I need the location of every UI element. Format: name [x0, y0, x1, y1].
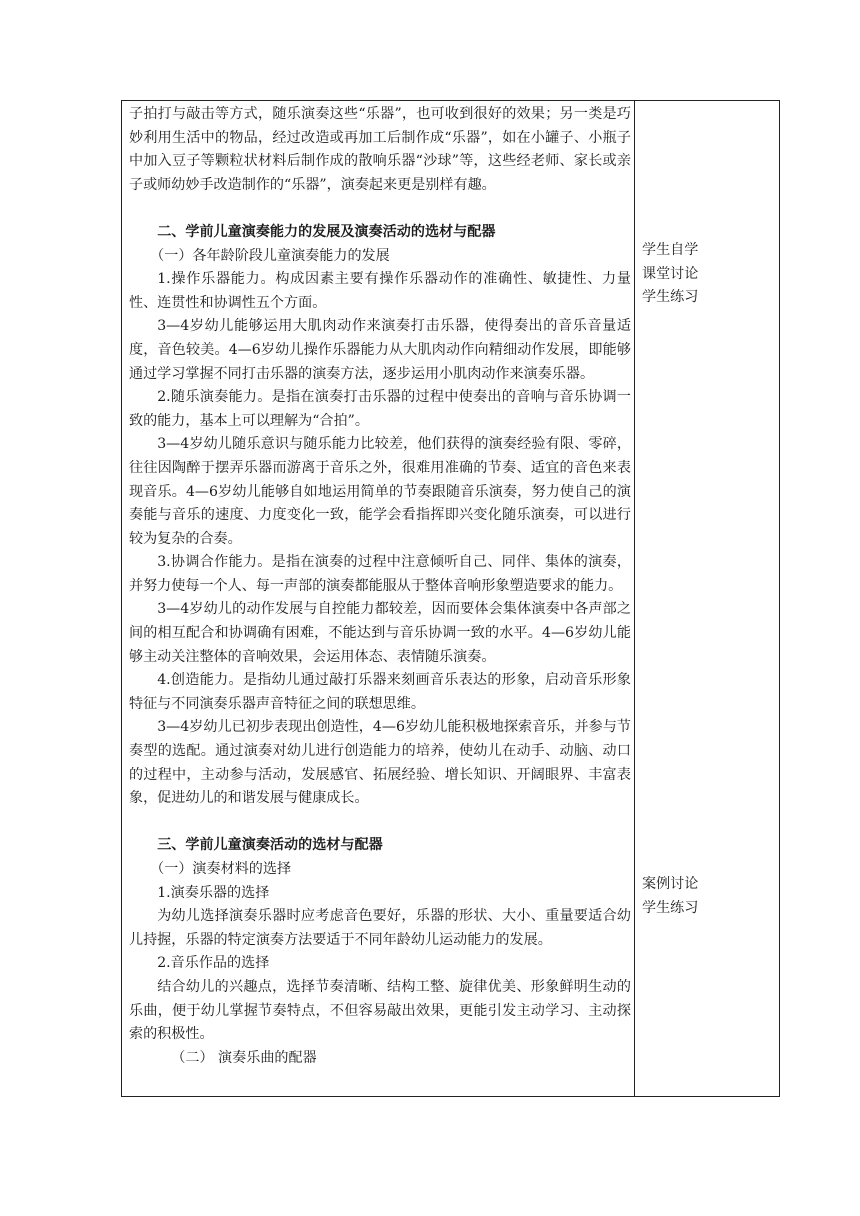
side-note: 学生自学	[642, 242, 699, 258]
lesson-table	[121, 100, 780, 1097]
section-3-title: 三、学前儿童演奏活动的选材与配器	[157, 837, 383, 854]
paragraph-music-choice: 结合幼儿的兴趣点，选择节奏清晰、结构工整、旋律优美、形象鲜明生动的乐曲，便于幼儿掌握节奏特点，不但容易敲出效果，更能引发主动学习、主动探索的积极性。	[129, 978, 631, 1043]
column-divider	[634, 101, 635, 1096]
paragraph-cooperate-age: 3—4岁幼儿的动作发展与自控能力都较差，因而要体会集体演奏中各声部之间的相互配合和协调确有困难，不能达到与音乐协调一致的水平。4—6岁幼儿能够主动关注整体的音响效果，会运用体态、表情随乐演奏。	[129, 601, 631, 665]
paragraph-follow-age: 3—4岁幼儿随乐意识与随乐能力比较差，他们获得的演奏经验有限、零碎，往往因陶醉于摆弄乐器而游离于音乐之外，很难用准确的节奏、适宜的音色来表现音乐。4—6岁幼儿能够自如地运用简单的节奏跟随音乐演奏，努力使自己的演奏能与音乐的速度、力度变化一致，能学会看指挥即兴变化随乐演奏，可以进行较为复杂的合奏。	[129, 436, 631, 547]
side-note: 课堂讨论	[642, 265, 699, 282]
spacer	[129, 811, 631, 835]
intro-continuation: 子拍打与敲击等方式，随乐演奏这些“乐器”，也可收到很好的效果；另一类是巧妙利用生活中的物品，经过改造或再加工后制作成“乐器”，如在小罐子、小瓶子中加入豆子等颗粒状材料后制作成的散响乐器“沙球”等，这些经老师、家长或亲子或师幼妙手改造制作的“乐器”，演奏起来更是别样有趣。	[129, 106, 631, 193]
side-notes-section-3	[642, 873, 772, 920]
spacer	[129, 197, 631, 221]
paragraph-operate-def: 1.操作乐器能力。构成因素主要有操作乐器动作的准确性、敏捷性、力量性、连贯性和协调性五个方面。	[129, 271, 631, 311]
content-column	[129, 103, 631, 1070]
side-notes-section-2	[642, 239, 772, 310]
section-3-subtitle-2: （二） 演奏乐曲的配器	[171, 1049, 317, 1066]
paragraph-create-def: 4.创造能力。是指幼儿通过敲打乐器来刻画音乐表达的形象，启动音乐形象特征与不同演奏乐器声音特征之间的联想思维。	[129, 672, 631, 712]
instrument-choice-heading: 1.演奏乐器的选择	[157, 884, 270, 901]
side-note: 案例讨论	[642, 876, 699, 892]
paragraph-create-age: 3—4岁幼儿已初步表现出创造性，4—6岁幼儿能积极地探索音乐，并参与节奏型的选配。通过演奏对幼儿进行创造能力的培养，使幼儿在动手、动脑、动口的过程中，主动参与活动，发展感官、拓展经验、增长知识、开阔眼界、丰富表象，促进幼儿的和谐发展与健康成长。	[129, 719, 631, 807]
side-note: 学生练习	[642, 289, 699, 306]
section-2-title: 二、学前儿童演奏能力的发展及演奏活动的选材与配器	[157, 223, 496, 240]
section-3-subtitle: （一）演奏材料的选择	[150, 861, 292, 877]
paragraph-operate-age: 3—4岁幼儿能够运用大肌肉动作来演奏打击乐器，使得奏出的音乐音量适度，音色较美。4—6岁幼儿操作乐器能力从大肌肉动作向精细动作发展，即能够通过学习掌握不同打击乐器的演奏方法，逐步运用小肌肉动作来演奏乐器。	[129, 318, 631, 382]
side-note: 学生练习	[642, 899, 699, 916]
paragraph-instrument-choice: 为幼儿选择演奏乐器时应考虑音色要好，乐器的形状、大小、重量要适合幼儿持握，乐器的特定演奏方法要适于不同年龄幼儿运动能力的发展。	[129, 908, 631, 948]
paragraph-cooperate-def: 3.协调合作能力。是指在演奏的过程中注意倾听自己、同伴、集体的演奏，并努力使每一个人、每一声部的演奏都能服从于整体音响形象塑造要求的能力。	[129, 554, 631, 594]
paragraph-follow-def: 2.随乐演奏能力。是指在演奏打击乐器的过程中使奏出的音响与音乐协调一致的能力，基本上可以理解为“合拍”。	[129, 389, 631, 429]
section-2-subtitle: （一）各年龄阶段儿童演奏能力的发展	[150, 247, 390, 264]
music-choice-heading: 2.音乐作品的选择	[157, 955, 270, 972]
